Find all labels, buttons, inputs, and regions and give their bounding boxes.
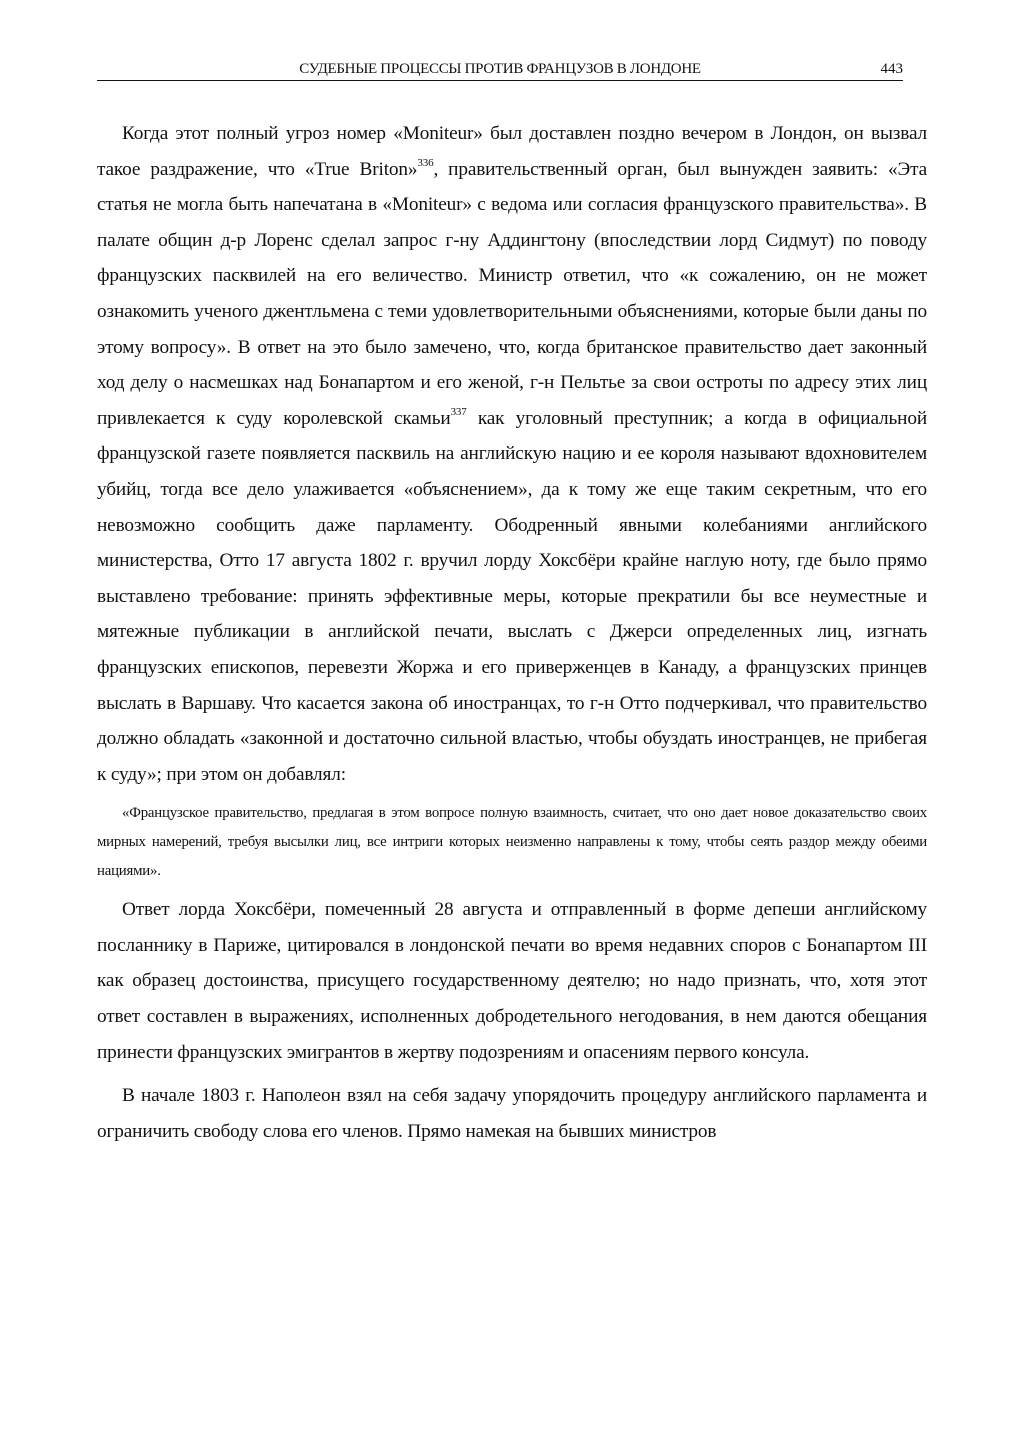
paragraph-2: Ответ лорда Хоксбёри, помеченный 28 августа и отправленный в форме депеши английскому посланнику в Париже, цитировался в лондонской печати во время недавних споров с Бонапартом III как образец достоинства, присущего государственному деятелю; но надо признать, что, хотя этот ответ составлен в выражениях, исполненных добродетельного негодования, в нем даются обещания принести французских эмигрантов в жертву подозрениям и опасениям первого консула. (97, 899, 927, 1063)
paragraph-1-text-c: как уголовный преступник; а когда в официальной французской газете появляется пасквиль на английскую нацию и ее короля называют вдохновителем убийц, тогда все дело улаживается «объяснением», да к тому же еще таким секретным, что его невозможно сообщить даже парламенту. Ободренный явными колебаниями английского министерства, Отто 17 августа 1802 г. вручил лорду Хоксбёри крайне наглую ноту, где было прямо выставлено требование: принять эффективные меры, которые прекратили бы все неуместные и мятежные публикации в английской печати, выслать с Джерси определенных лиц, изгнать французских епископов, перевезти Жоржа и его приверженцев в Канаду, а французских принцев выслать в Варшаву. Что касается закона об иностранцах, то г-н Отто подчеркивал, что правительство должно обладать «законной и достаточно сильной властью, чтобы обуздать иностранцев, не прибегая к суду»; при этом он добавлял: (97, 407, 927, 785)
running-title: СУДЕБНЫЕ ПРОЦЕССЫ ПРОТИВ ФРАНЦУЗОВ В ЛОНДОНЕ (299, 61, 701, 77)
paragraph-1 (97, 116, 927, 792)
page-number: 443 (880, 61, 903, 77)
block-quote: «Французское правительство, предлагая в этом вопросе полную взаимность, считает, что оно дает новое доказательство своих мирных намерений, требуя высылки лиц, все интриги которых неизменно направлены к тому, чтобы сеять раздор между обеими нациями». (97, 805, 927, 880)
paragraph-3: В начале 1803 г. Наполеон взял на себя задачу упорядочить процедуру английского парламента и ограничить свободу слова его членов. Прямо намекая на бывших министров (97, 1085, 927, 1142)
page-header (97, 60, 903, 81)
page-body (97, 116, 927, 1149)
footnote-ref-336: 336 (417, 156, 434, 169)
paragraph-1-text-a: Когда этот полный угроз номер «Moniteur» был доставлен поздно вечером в Лондон, он вызвал такое раздражение, что «True Briton» (97, 123, 927, 180)
paragraph-1-text-b: , правительственный орган, был вынужден заявить: «Эта статья не могла быть напечатана в «Moniteur» с ведома или согласия французского правительства». В палате общин д-р Лоренс сделал запрос г-ну Аддингтону (впоследствии лорд Сидмут) по поводу французских пасквилей на его величество. Министр ответил, что «к сожалению, он не может ознакомить ученого джентльмена с теми удовлетворительными объяснениями, которые были даны по этому вопросу». В ответ на это было замечено, что, когда британское правительство дает законный ход делу о насмешках над Бонапартом и его женой, г-н Пельтье за свои остроты по адресу этих лиц привлекается к суду королевской скамьи (97, 158, 928, 429)
footnote-ref-337: 337 (450, 405, 467, 418)
